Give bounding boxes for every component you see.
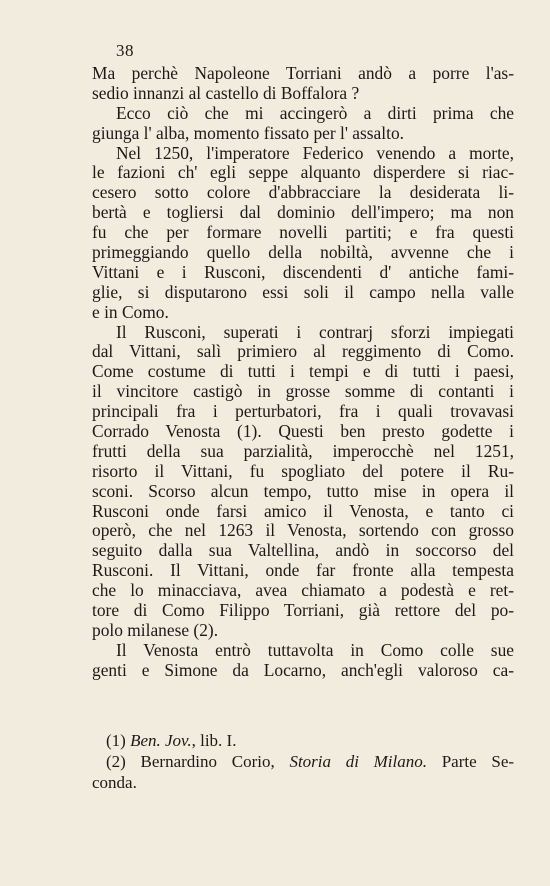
text-line: Rusconi. Il Vittani, onde far fronte alla tempesta: [92, 560, 514, 581]
text-line: fu che per formare novelli partiti; e fra questi: [92, 222, 514, 243]
text-line: Come costume di tutti i tempi e di tutti i paesi,: [92, 361, 514, 382]
text-line: sconi. Scorso alcun tempo, tutto mise in opera il: [92, 480, 514, 501]
text-line: glie, si disputarono essi soli il campo nella valle: [92, 281, 514, 302]
text-line: Rusconi onde farsi amico il Venosta, e tanto ci: [92, 500, 514, 521]
text-line: che lo minacciava, avea chiamato a podestà e ret-: [92, 580, 514, 601]
footnote-author: Bernardino Corio,: [140, 752, 275, 771]
text-line: seguito dalla sua Valtellina, andò in soccorso del: [92, 540, 514, 561]
footnote-source-detail: , lib. I.: [191, 731, 237, 750]
text-line: frutti della sua parzialità, imperocchè nel 1251,: [92, 440, 514, 461]
text-line: Vittani e i Rusconi, discendenti d' antiche fami-: [92, 261, 514, 282]
body-text: [92, 64, 514, 681]
text-line: principali fra i perturbatori, fra i quali trovavasi: [92, 401, 514, 422]
text-line: e in Como.: [92, 301, 169, 322]
footnote-source-title: Storia di Milano.: [289, 752, 427, 771]
footnote-1: [92, 730, 514, 751]
text-line: operò, che nel 1263 il Venosta, sortendo con grosso: [92, 520, 514, 541]
text-line: Corrado Venosta (1). Questi ben presto godette i: [92, 421, 514, 442]
text-line: giunga l' alba, momento fissato per l' assalto.: [92, 122, 404, 143]
text-line: Il Rusconi, superati i contrarj sforzi impiegati: [116, 321, 514, 342]
footnote-2: [92, 751, 514, 772]
text-line: polo milanese (2).: [92, 619, 219, 640]
footnote-2-continuation: conda.: [92, 773, 137, 792]
text-line: le fazioni ch' egli seppe alquanto disperdere si riac-: [92, 162, 514, 183]
text-line: il vincitore castigò in grosse somme di contanti i: [92, 381, 514, 402]
text-line: sedio innanzi al castello di Boffalora ?: [92, 82, 360, 103]
text-line: dal Vittani, salì primiero al reggimento di Como.: [92, 341, 514, 362]
text-line: primeggiando quello della nobiltà, avvenne che i: [92, 242, 514, 263]
text-line: genti e Simone da Locarno, anch'egli valoroso ca-: [92, 659, 514, 680]
text-line: Il Venosta entrò tuttavolta in Como colle sue: [116, 639, 514, 660]
text-line: risorto il Vittani, fu spogliato del potere il Ru-: [92, 460, 514, 481]
text-line: tore di Como Filippo Torriani, già rettore del po-: [92, 600, 514, 621]
text-line: bertà e togliersi dal dominio dell'impero; ma non: [92, 202, 514, 223]
page-number: 38: [116, 41, 134, 60]
footnote-source-title: Ben. Jov.: [130, 731, 192, 750]
footnote-source-detail: Parte Se-: [441, 752, 515, 771]
footnote-marker: (1): [106, 731, 126, 750]
footnote-marker: (2): [106, 752, 126, 771]
text-line: cesero sotto colore d'abbracciare la desiderata li-: [92, 182, 514, 203]
text-line: Ecco ciò che mi accingerò a dirti prima che: [116, 102, 514, 123]
text-line: Ma perchè Napoleone Torriani andò a porre l'as-: [92, 63, 514, 83]
text-line: Nel 1250, l'imperatore Federico venendo a morte,: [116, 142, 514, 163]
footnotes: [92, 730, 514, 793]
